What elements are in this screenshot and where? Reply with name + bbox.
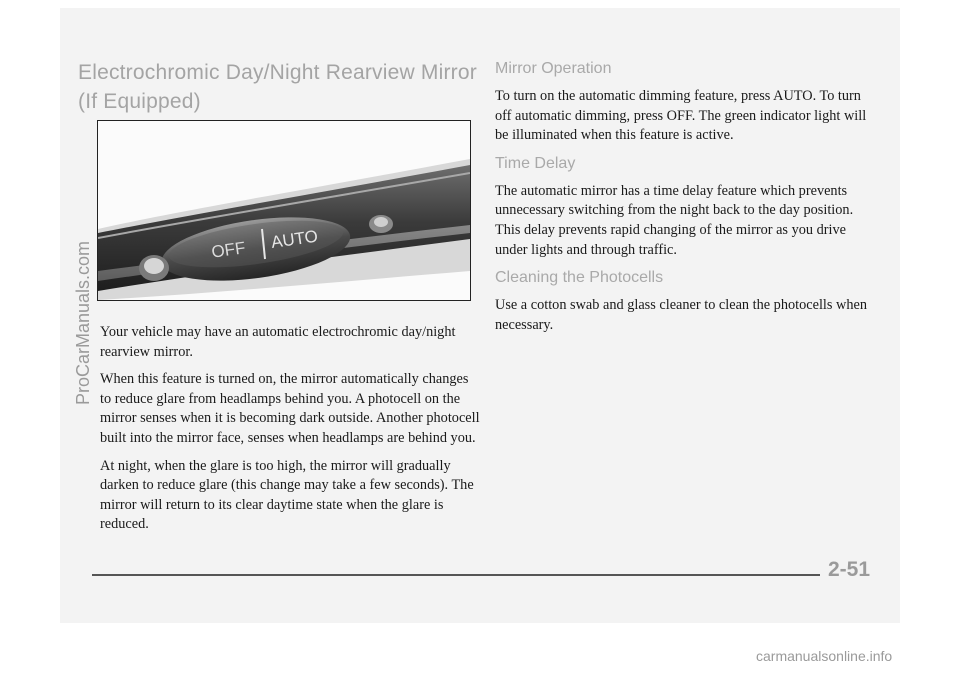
mirror-illustration <box>97 120 471 301</box>
mirror-drawing <box>98 121 470 300</box>
mirror-operation-text: To turn on the automatic dimming feature, press AUTO. To turn off automatic dimming, press OFF. The green indicator light will be illuminated when this feature is active. <box>495 88 867 144</box>
feature-paragraph: When this feature is turned on, the mirror automatically changes to reduce glare from headlamps behind you. A photocell on the mirror senses when it is becoming dark outside. Another photocell built into the mirror face, senses when headlamps are behind you. <box>100 371 480 446</box>
footer-rule <box>92 574 820 576</box>
time-delay-text: The automatic mirror has a time delay feature which prevents unnecessary switching from the night back to the day position. This delay prevents rapid changing of the mirror as you drive under lights and through traffic. <box>495 182 854 258</box>
time-delay-heading: Time Delay <box>495 154 576 172</box>
section-heading <box>78 58 498 116</box>
right-column <box>495 60 880 343</box>
cleaning-heading: Cleaning the Photocells <box>495 269 664 287</box>
cleaning-text: Use a cotton swab and glass cleaner to clean the photocells when necessary. <box>495 297 867 333</box>
night-paragraph: At night, when the glare is too high, the mirror will gradually darken to reduce glare (this change may take a few seconds). The mirror will return to its clear daytime state when the glare is reduced. <box>100 457 474 533</box>
indicator-light <box>369 215 393 233</box>
intro-paragraph: Your vehicle may have an automatic electrochromic day/night rearview mirror. <box>100 324 456 360</box>
left-column <box>100 323 480 543</box>
bottom-watermark: carmanualsonline.info <box>756 648 893 664</box>
side-watermark: ProCarManuals.com <box>73 240 93 405</box>
photocell-left <box>139 255 169 281</box>
page-number: 2-51 <box>828 558 871 581</box>
off-label: OFF <box>210 238 247 262</box>
auto-label: AUTO <box>269 226 320 252</box>
section-heading-line1: Electrochromic Day/Night Rearview Mirror <box>78 61 477 84</box>
mirror-operation-heading: Mirror Operation <box>495 60 612 77</box>
section-heading-line2: (If Equipped) <box>78 90 201 113</box>
